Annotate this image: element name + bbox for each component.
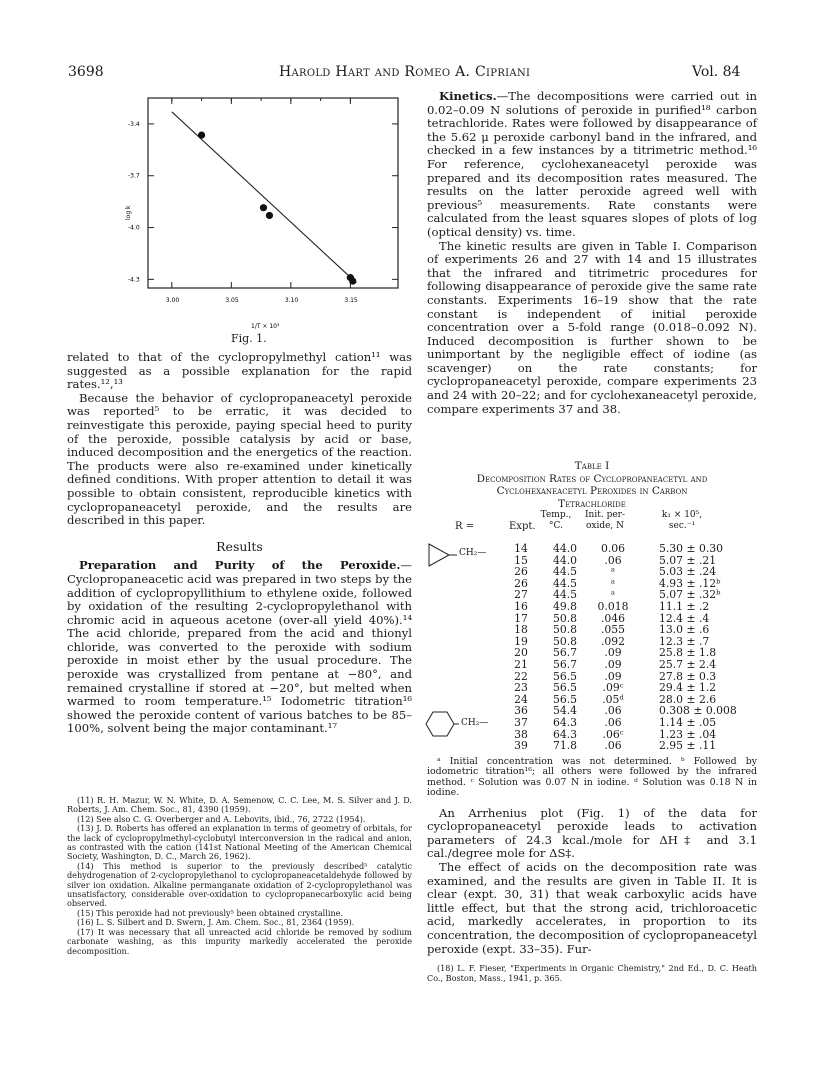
table-row xyxy=(505,543,755,555)
cell-k: 0.308 ± 0.008 xyxy=(659,704,737,718)
right-column-bottom xyxy=(427,757,757,983)
cell-k: 12.4 ± .4 xyxy=(659,611,710,625)
data-point xyxy=(260,204,267,211)
header-init: Init. per-oxide, N xyxy=(585,510,625,531)
table-row xyxy=(505,636,755,648)
paragraph: An Arrhenius plot (Fig. 1) of the data for cyclopropaneacetyl peroxide leads to activation parameters of 24.3 kcal./mole for ΔH‡ and 3.1 cal./degree mole for ΔS‡. xyxy=(427,805,757,861)
kinetics-text: —The decompositions were carried out in 0.02–0.09 N solutions of peroxide in purified¹⁸ carbon tetrachloride. Rates were followed by disappearance of the 5.62 μ peroxide carbonyl band in the infrared, and checked in a few instances by a titrimetric method.¹⁶ For reference, cyclohexaneacetyl peroxide was prepared and its decomposition rates measured. The results on the latter peroxide agreed well with previous⁵ measurements. Rate constants were calculated from the least squares slopes of plots of log (optical density) vs. time. xyxy=(427,89,757,239)
kinetics-heading: Kinetics. xyxy=(439,89,497,103)
cell-k: 1.23 ± .04 xyxy=(659,727,717,741)
cell-expt: 16 xyxy=(514,599,528,613)
table-row xyxy=(505,589,755,601)
data-point xyxy=(349,277,356,284)
table-row xyxy=(505,555,755,567)
data-point xyxy=(266,212,273,219)
paragraph: Because the behavior of cyclopropaneacetyl peroxide was reported⁵ to be erratic, it was decided to reinvestigate this peroxide, paying special heed to purity of the peroxide, possible catalysis by acid or base, induced decomposition and the energetics of the reaction. The products were also re-examined under kinetically defined conditions. With proper attention to detail it was possible to obtain consistent, reproducible kinetics with cyclopropaneacetyl peroxide, and the results are described in this paper. xyxy=(67,390,412,528)
cell-temp: 56.7 xyxy=(552,657,577,671)
cell-expt: 19 xyxy=(514,634,528,648)
footnote: (12) See also C. G. Overberger and A. Lebovits, ibid., 76, 2722 (1954). xyxy=(77,813,366,824)
table-row xyxy=(505,647,755,659)
running-head: Harold Hart and Romeo A. Cipriani xyxy=(279,64,531,80)
cell-expt: 17 xyxy=(514,611,528,625)
header-expt: Expt. xyxy=(509,521,536,532)
y-tick-label: -3.4 xyxy=(128,120,140,128)
cell-init: .092 xyxy=(600,634,626,648)
x-tick-label: 3.05 xyxy=(225,297,239,304)
x-tick-label: 3.00 xyxy=(165,297,180,304)
volume-label: Vol. 84 xyxy=(692,64,741,80)
figure-caption: Fig. 1. xyxy=(231,332,267,345)
footnote: (18) L. F. Fieser, "Experiments in Organic Chemistry," 2nd Ed., D. C. Heath Co., Boston, Mass., 1941, p. 365. xyxy=(427,963,757,983)
table-row xyxy=(505,624,755,636)
paragraph: The effect of acids on the decomposition rate was examined, and the results are given in Table II. It is clear (expt. 30, 31) that weak carboxylic acids have little effect, but that the strong acid, trichloroacetic acid, markedly accelerates, in proportion to its concentration, the decomposition of cyclopropaneacetyl peroxide (expt. 33–35). Fur- xyxy=(427,860,758,956)
header-r: R = xyxy=(455,521,475,532)
cell-temp: 64.3 xyxy=(552,715,577,729)
cell-k: 1.14 ± .05 xyxy=(659,715,717,729)
y-tick-label: -4.0 xyxy=(128,224,140,232)
plot-area xyxy=(128,98,398,304)
prep-text: —Cyclopropaneacetic acid was prepared in two steps by the addition of cyclopropyllithium to ethylene oxide, followed by oxidation of the resulting 2-cyclopropylethanol with chromic acid in aqueous acetone (over-all yield 40%).¹⁴ The acid chloride, prepared from the acid and thionyl chloride, was converted to the peroxide with sodium peroxide in moist ether by the usual procedure. The peroxide was crystallized from pentane at −80°, and remained crystalline if stored at −20°, but melted when warmed to room temperature.¹⁵ Iodometric titration¹⁶ showed the peroxide content of various batches to be 85–100%, solvent being the major contaminant.¹⁷ xyxy=(67,558,412,736)
header-k: k₁ × 10⁵, sec.⁻¹ xyxy=(661,510,703,531)
cell-k: 25.7 ± 2.4 xyxy=(659,657,717,671)
cell-temp: 44.0 xyxy=(552,553,577,567)
cell-temp: 56.5 xyxy=(552,681,577,695)
cell-k: 2.95 ± .11 xyxy=(659,739,717,753)
cell-expt: 36 xyxy=(514,704,528,718)
table-row xyxy=(505,601,755,613)
cell-k: 5.03 ± .24 xyxy=(659,565,717,579)
cell-expt: 39 xyxy=(514,739,528,753)
cell-k: 25.8 ± 1.8 xyxy=(659,646,717,660)
cell-expt: 20 xyxy=(514,646,528,660)
table-caption xyxy=(427,460,757,510)
cell-k: 11.1 ± .2 xyxy=(659,599,710,613)
cell-expt: 22 xyxy=(514,669,528,683)
footnote: (13) J. D. Roberts has offered an explanation in terms of geometry of orbitals, for the lack of cyclopropylmethyl-cyclobutyl interconversion in the radical and anion, as contrasted with the cation (141st National Meeting of the American Chemical Society, Washington, D. C., March 26, 1962). xyxy=(67,823,412,862)
left-column xyxy=(67,351,412,736)
cell-k: 5.07 ± .21 xyxy=(659,553,717,567)
cell-k: 4.93 ± .12ᵇ xyxy=(659,576,721,590)
cell-init: 0.06 xyxy=(600,542,626,555)
header-temp: Temp., °C. xyxy=(540,510,572,531)
cell-init: .06ᶜ xyxy=(602,727,624,741)
cell-init: .06 xyxy=(604,704,622,718)
table-footnote xyxy=(427,757,757,799)
right-column-top xyxy=(427,90,757,416)
cell-expt: 26 xyxy=(514,565,528,579)
page-number: 3698 xyxy=(68,64,104,80)
arrhenius-plot xyxy=(110,88,400,338)
cell-temp: 49.8 xyxy=(552,599,577,613)
paragraph: The kinetic results are given in Table I. Comparison of experiments 26 and 27 with 14 and 15 illustrates that the infrared and titrimetric procedures for following disappearance of peroxide give the same rate constants. Experiments 16–19 show that the rate constant is independent of initial peroxide concentration over a 5-fold range (0.018–0.092 N). Induced decomposition is further shown to be unimportant by the negligible effect of iodine (as scavenger) on the rate constants; for cyclopropaneacetyl peroxide, compare experiments 23 and 24 with 20–22; and for cyclohexaneacetyl peroxide, compare experiments 37 and 38. xyxy=(427,238,757,416)
table-row xyxy=(505,682,755,694)
footnote: (15) This peroxide had not previously⁵ been obtained crystalline. xyxy=(77,907,344,918)
cell-temp: 64.3 xyxy=(552,727,577,741)
cyclopropyl-structure xyxy=(427,542,457,568)
cell-temp: 50.8 xyxy=(552,623,577,637)
cell-expt: 15 xyxy=(514,553,528,567)
footnote: (16) L. S. Silbert and D. Swern, J. Am. Chem. Soc., 81, 2364 (1959). xyxy=(77,917,355,928)
footnote: (11) R. H. Mazur, W. N. White, D. A. Semenow, C. C. Lee, M. S. Silver and J. D. Roberts, J. Am. Chem. Soc., 81, 4390 (1959). xyxy=(67,795,412,815)
r-group-cyclopropyl: CH₂— xyxy=(459,548,487,558)
y-tick-label: -4.3 xyxy=(128,276,140,284)
paragraph: related to that of the cyclopropylmethyl cation¹¹ was suggested as a possible explanation for the rapid rates.¹²,¹³ xyxy=(67,350,412,392)
cell-init: .09 xyxy=(604,657,622,671)
y-tick-label: -3.7 xyxy=(128,172,140,180)
y-axis-label: log k xyxy=(125,205,132,220)
table-footnote-text: ᵃ Initial concentration was not determined. ᵇ Followed by iodometric titration¹⁶; all others were followed by the infrared method. ᶜ Solution was 0.07 N in iodine. ᵈ Solution was 0.18 N in iodine. xyxy=(427,756,757,799)
cell-temp: 44.5 xyxy=(552,576,577,590)
table-row xyxy=(505,717,755,729)
cell-init: .06 xyxy=(604,553,622,567)
cell-init: 0.018 xyxy=(597,599,629,613)
cell-expt: 14 xyxy=(514,542,528,555)
cell-expt: 24 xyxy=(514,692,528,706)
cell-expt: 21 xyxy=(514,657,528,671)
cell-temp: 44.5 xyxy=(552,565,577,579)
table-row xyxy=(505,729,755,741)
x-tick-label: 3.10 xyxy=(284,297,299,304)
footnote: (17) It was necessary that all unreacted acid chloride be removed by sodium carbonate washing, as this impurity markedly accelerated the peroxide decomposition. xyxy=(67,926,412,956)
cell-k: 5.30 ± 0.30 xyxy=(659,542,723,555)
cell-expt: 23 xyxy=(514,681,528,695)
cell-init: .06 xyxy=(604,739,622,753)
cell-k: 13.0 ± .6 xyxy=(659,623,710,637)
cell-expt: 38 xyxy=(514,727,528,741)
paragraph-kinetics xyxy=(427,90,757,240)
paragraph-preparation xyxy=(67,559,412,736)
cell-temp: 54.4 xyxy=(552,704,577,718)
table-row xyxy=(505,671,755,683)
cell-temp: 71.8 xyxy=(552,739,577,753)
cell-temp: 56.7 xyxy=(552,646,577,660)
table-row xyxy=(505,613,755,625)
cell-temp: 56.5 xyxy=(552,669,577,683)
table-title-line: Tetrachloride xyxy=(558,497,626,510)
cell-init: .05ᵈ xyxy=(602,692,624,706)
table-label: Table I xyxy=(574,460,610,472)
cell-k: 12.3 ± .7 xyxy=(659,634,710,648)
results-heading: Results xyxy=(216,538,263,554)
cell-init: .09 xyxy=(604,646,622,660)
cell-init: ᵃ xyxy=(610,565,616,579)
cell-init: .046 xyxy=(600,611,626,625)
cell-temp: 50.8 xyxy=(552,634,577,648)
plot-frame xyxy=(148,98,398,288)
x-tick-label: 3.15 xyxy=(344,297,358,304)
table-body xyxy=(505,543,755,752)
cell-expt: 26 xyxy=(514,576,528,590)
table-row xyxy=(505,705,755,717)
cell-temp: 56.5 xyxy=(552,692,577,706)
cell-expt: 18 xyxy=(514,623,528,637)
cyclohexyl-structure xyxy=(425,710,459,738)
table-title-line: Decomposition Rates of Cyclopropaneacetyl and xyxy=(476,472,708,485)
cell-init: .09 xyxy=(604,669,622,683)
x-axis-label: 1/T × 10³ xyxy=(251,323,280,330)
cell-init: ᵃ xyxy=(610,588,616,602)
r-group-cyclohexyl: CH₂— xyxy=(461,718,489,728)
cell-k: 27.8 ± 0.3 xyxy=(659,669,717,683)
table-title-line: Cyclohexaneacetyl Peroxides in Carbon xyxy=(496,485,688,498)
cell-expt: 27 xyxy=(514,588,528,602)
cell-init: ᵃ xyxy=(610,576,616,590)
cell-k: 29.4 ± 1.2 xyxy=(659,681,717,695)
table-row xyxy=(505,659,755,671)
cell-expt: 37 xyxy=(514,715,528,729)
prep-heading: Preparation and Purity of the Peroxide. xyxy=(79,558,401,573)
cell-temp: 44.0 xyxy=(552,542,577,555)
table-row xyxy=(505,740,755,752)
cell-k: 5.07 ± .32ᵇ xyxy=(659,588,721,602)
footnotes-left xyxy=(67,796,412,956)
data-point xyxy=(198,132,205,139)
cell-temp: 44.5 xyxy=(552,588,577,602)
cell-temp: 50.8 xyxy=(552,611,577,625)
cell-init: .055 xyxy=(600,623,626,637)
footnote-18 xyxy=(427,964,757,983)
cell-init: .09ᶜ xyxy=(602,681,624,695)
cell-k: 28.0 ± 2.6 xyxy=(659,692,717,706)
cell-init: .06 xyxy=(604,715,622,729)
footnote: (14) This method is superior to the previously described⁵ catalytic dehydrogenation of 2-cyclopropylethanol to cyclopropaneacetaldehyde followed by silver ion oxidation. Alkaline permanganate oxidation of 2-cyclopropylethanol was unsatisfactory, considerable over-oxidation to cyclopropanecarboxylic acid being observed. xyxy=(67,860,412,909)
